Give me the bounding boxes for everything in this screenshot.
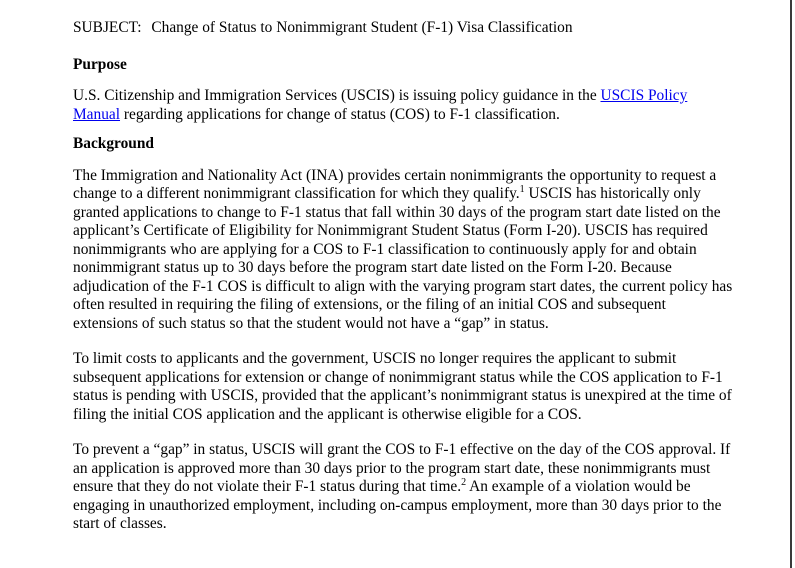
footnote-1-marker[interactable]: 1 bbox=[519, 183, 525, 195]
document-body bbox=[73, 19, 733, 551]
footnote-2-marker[interactable]: 2 bbox=[461, 476, 467, 488]
page-edge-divider bbox=[790, 0, 792, 568]
subject-label: SUBJECT: bbox=[73, 19, 142, 36]
uscis-policy-manual-link[interactable]: USCIS Policy Manual bbox=[73, 87, 688, 123]
background-p3-part1: To prevent a “gap” in status, USCIS will grant the COS to F-1 effective on the day of the COS approval. If an application is approved more than 30 days prior to the program start date, these nonimmigrants must ensure that they do not violate their F-1 status during that time. bbox=[73, 441, 731, 495]
background-heading: Background bbox=[73, 135, 154, 152]
subject-text: Change of Status to Nonimmigrant Student (F-1) Visa Classification bbox=[151, 19, 573, 36]
background-paragraph-2: To limit costs to applicants and the government, USCIS no longer requires the applicant to submit subsequent applications for extension or change of nonimmigrant status while the COS application to F-1 status is pending with USCIS, provided that the applicant’s nonimmigrant status is unexpired at the time of filing the initial COS application and the applicant is otherwise eligible for a COS. bbox=[73, 350, 732, 423]
purpose-text-after-link: regarding applications for change of status (COS) to F-1 classification. bbox=[120, 105, 560, 123]
purpose-heading: Purpose bbox=[73, 55, 127, 73]
purpose-paragraph bbox=[73, 87, 733, 124]
background-paragraph-3 bbox=[73, 441, 733, 534]
purpose-text-before-link: U.S. Citizenship and Immigration Services (USCIS) is issuing policy guidance in the bbox=[73, 87, 601, 104]
background-p1-part1: The Immigration and Nationality Act (INA) provides certain nonimmigrants the opportunity to request a change to a different nonimmigrant classification for which they qualify. bbox=[73, 166, 717, 202]
background-p1-part2: USCIS has historically only granted applications to change to F-1 status that fall within 30 days of the program start date listed on the applicant’s Certificate of Eligibility for Nonimmigrant Student Status (Form I-20). USCIS has required nonimmigrants who are applying for a COS to F-1 classification to continuously apply for and obtain nonimmigrant status up to 30 days before the program start date listed on the Form I-20. Because adjudication of the F-1 COS is difficult to align with the varying program start dates, the current policy has often resulted in requiring the filing of extensions, or the filing of an initial COS and subsequent extensions of such status so that the student would not have a “gap” in status. bbox=[73, 185, 733, 332]
subject-line bbox=[73, 19, 733, 38]
background-paragraph-1 bbox=[73, 167, 733, 334]
background-p3-part2: An example of a violation would be engaging in unauthorized employment, including on-campus employment, more than 30 days prior to the start of classes. bbox=[73, 478, 722, 532]
